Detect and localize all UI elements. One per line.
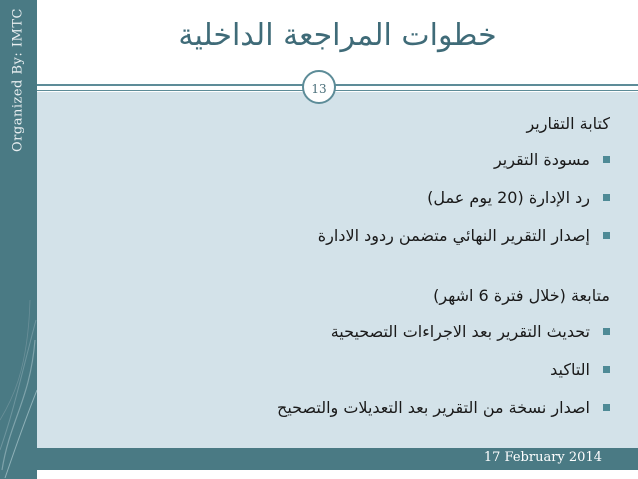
organizer-label: Organized By: IMTC [10,8,26,152]
section-heading: متابعة (خلال فترة 6 اشهر) [433,286,610,305]
list-item-text: التاكيد [550,360,590,379]
square-bullet-icon [603,366,610,373]
square-bullet-icon [603,328,610,335]
square-bullet-icon [603,194,610,201]
list-item-text: تحديث التقرير بعد الاجراءات التصحيحية [330,322,590,341]
spacer [90,262,610,284]
bottom-strip [37,470,638,479]
list-item-text: اصدار نسخة من التقرير بعد التعديلات والتصحيح [277,398,590,417]
list-item [90,396,610,420]
list-item-text: مسودة التقرير [493,150,590,169]
title-divider [37,84,638,86]
slide-title: خطوات المراجعة الداخلية [178,18,497,53]
list-item [90,320,610,344]
list-item-text: إصدار التقرير النهائي متضمن ردود الادارة [317,226,590,245]
section-heading: كتابة التقارير [526,114,610,133]
page-number-badge: 13 [302,70,336,104]
content-list [90,112,610,434]
sidebar [0,0,37,479]
list-item [90,358,610,382]
square-bullet-icon [603,156,610,163]
list-item [90,186,610,210]
footer-date: 17 February 2014 [483,450,602,465]
title-divider-thin [37,90,638,91]
square-bullet-icon [603,404,610,411]
square-bullet-icon [603,232,610,239]
list-item [90,224,610,248]
list-item-text: رد الإدارة (20 يوم عمل) [427,188,590,207]
list-item [90,148,610,172]
decorative-swirl-icon [0,300,37,479]
